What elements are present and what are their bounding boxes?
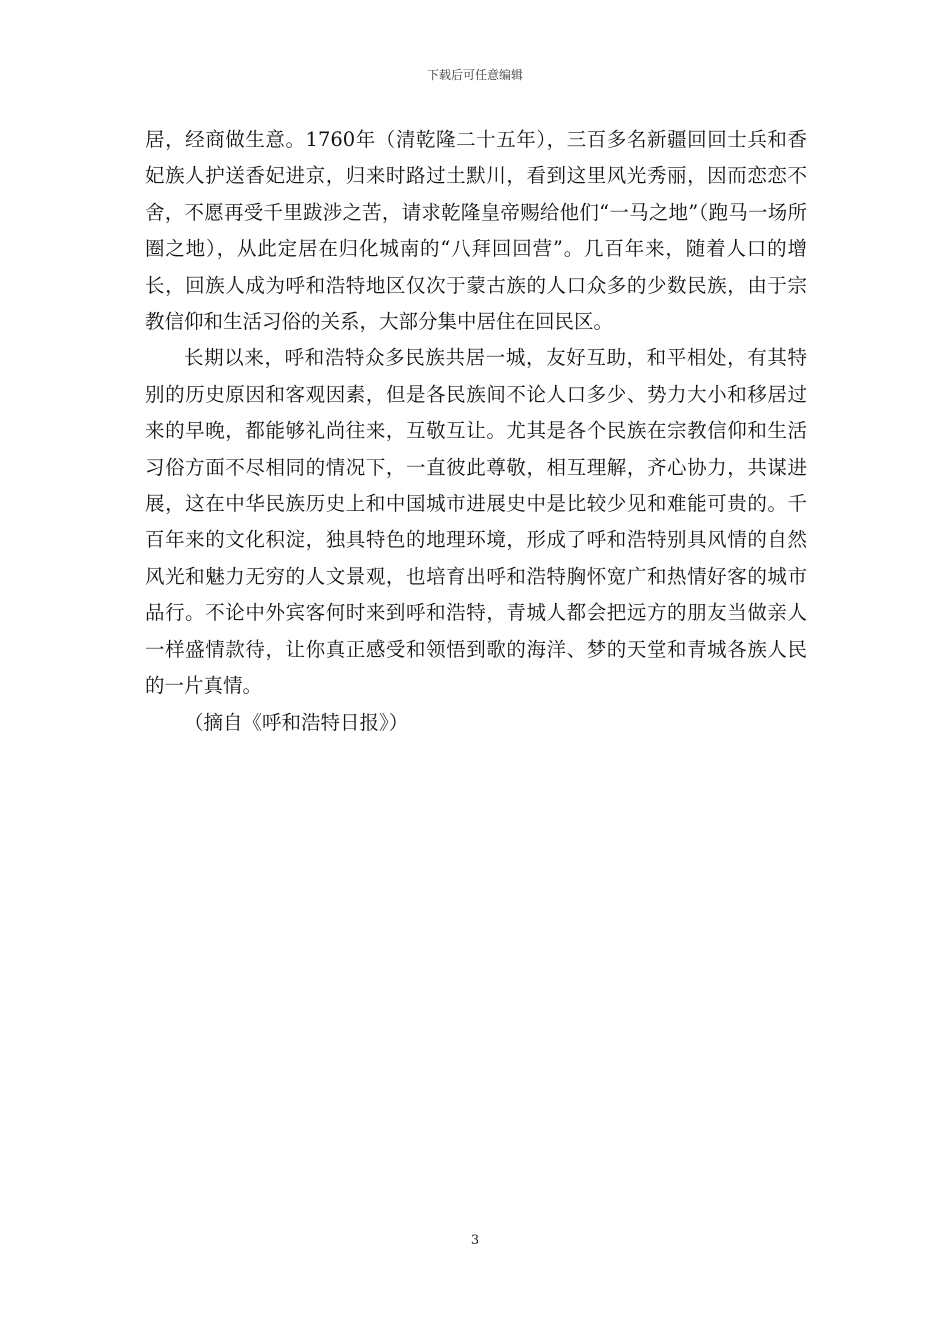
page-header: 下载后可任意编辑 [426, 68, 523, 82]
document-body [145, 122, 807, 741]
page-number: 3 [470, 1233, 480, 1248]
source-citation: （摘自《呼和浩特日报》） [184, 710, 409, 734]
paragraph-main: 长期以来，呼和浩特众多民族共居一城，友好互助，和平相处，有其特别的历史原因和客观因素，但是各民族间不论人口多少、势力大小和移居过来的早晚，都能够礼尚往来，互敬互让。尤其是各个民族在宗教信仰和生活习俗方面不尽相同的情况下，一直彼此尊敬，相互理解，齐心协力，共谋进展，这在中华民族历史上和中国城市进展史中是比较少见和难能可贵的。千百年来的文化积淀，独具特色的地理环境，形成了呼和浩特别具风情的自然风光和魅力无穷的人文景观，也培育出呼和浩特胸怀宽广和热情好客的城市品行。不论中外宾客何时来到呼和浩特，青城人都会把远方的朋友当做亲人一样盛情款待，让你真正感受和领悟到歌的海洋、梦的天堂和青城各族人民的一片真情。 [145, 346, 807, 698]
paragraph-continued: 居，经商做生意。1760年（清乾隆二十五年），三百多名新疆回回士兵和香妃族人护送香妃进京，归来时路过土默川，看到这里风光秀丽，因而恋恋不舍，不愿再受千里跋涉之苦，请求乾隆皇帝赐给他们“一马之地”（跑马一场所圈之地），从此定居在归化城南的“八拜回回营”。几百年来，随着人口的增长，回族人成为呼和浩特地区仅次于蒙古族的人口众多的少数民族，由于宗教信仰和生活习俗的关系，大部分集中居住在回民区。 [145, 128, 807, 334]
